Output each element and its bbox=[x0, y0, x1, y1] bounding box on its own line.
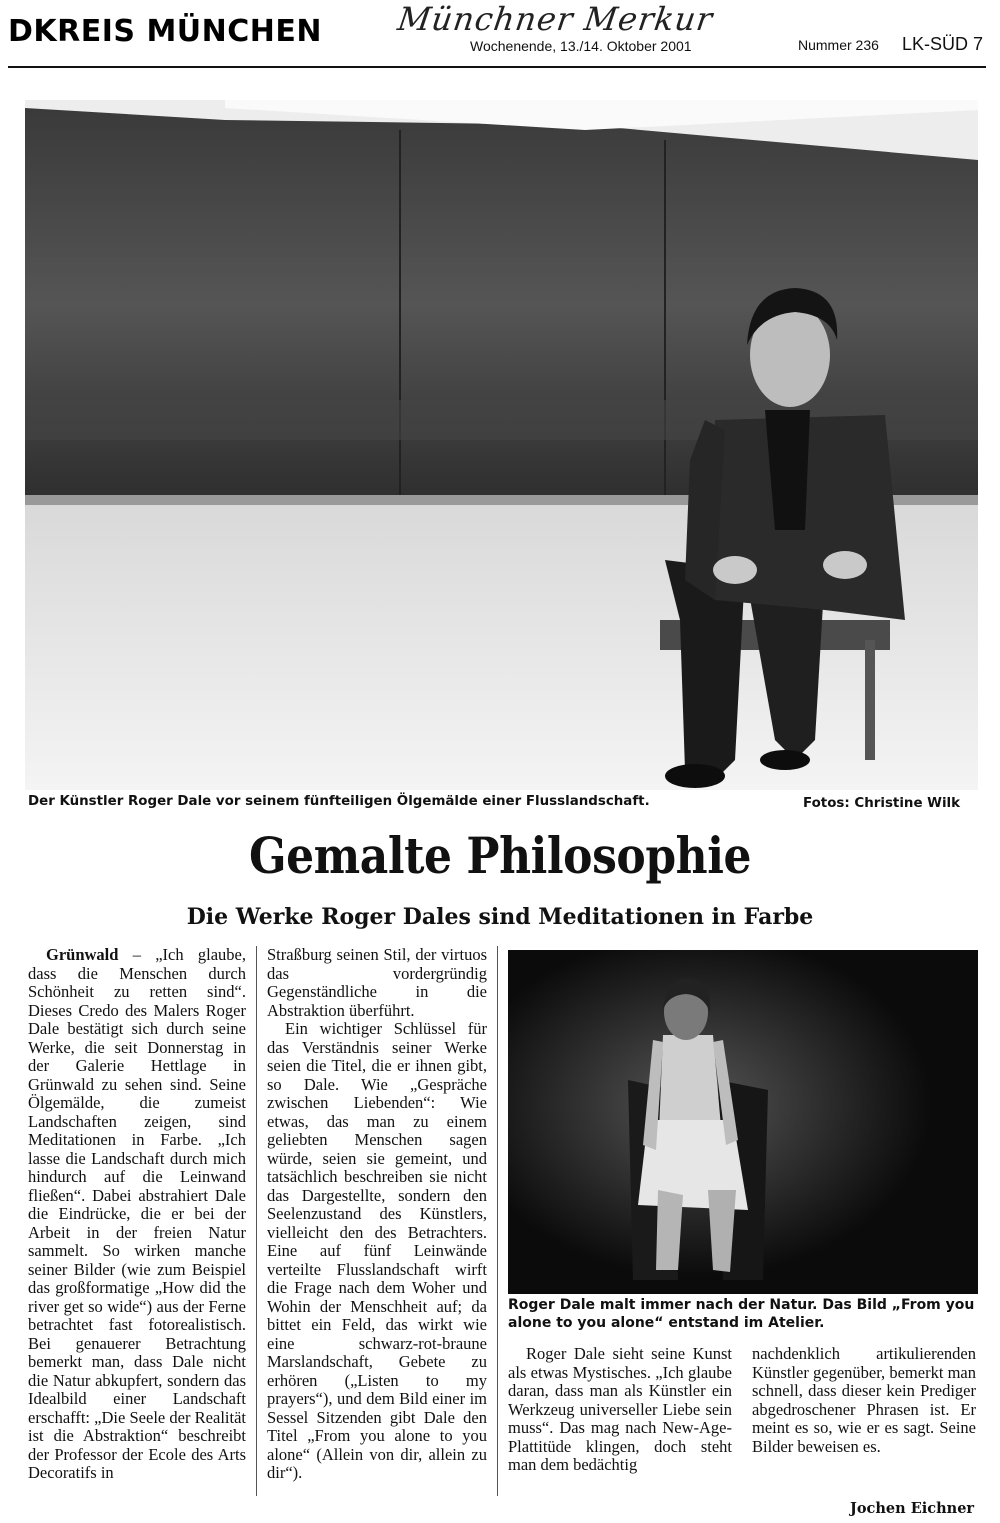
article-column-2 bbox=[267, 946, 487, 1483]
paragraph: Straßburg seinen Stil, der virtuos das vordergründig Gegenständliche in die Abstraktion überführt. bbox=[267, 945, 487, 1020]
column-divider bbox=[256, 946, 257, 1496]
main-photo bbox=[25, 100, 978, 790]
article-author: Jochen Eichner bbox=[850, 1500, 975, 1517]
column-divider bbox=[497, 946, 498, 1496]
paragraph-text: – „Ich glaube, dass die Menschen durch Schönheit zu retten sind“. Dieses Credo des Malers Roger Dale bestätigt sich durch seine Werke, die seit Donnerstag in der Galerie Hettlage in Grünwald zu sehen sind. Seine Ölgemälde, die zumeist Landschaften zeigen, sind Meditationen in Farbe. „Ich lasse die Landschaft durch mich hindurch auf die Leinwand fließen“. Dabei abstrahiert Dale die Eindrücke, die er bei der Arbeit in der freien Natur sammelt. So wirken manche seiner Bilder (wie zum Beispiel das großformatige „How did the river get so wide“) aus der Ferne betrachtet fast fotorealistisch. Bei genauerer Betrachtung bemerkt man, dass Dale nicht die Natur abkupfert, sondern das Idealbild einer Landschaft erschafft: „Die Seele der Realität ist die Abstraktion“ beschreibt der Professor der Ecole des Arts Decoratifs in bbox=[28, 945, 246, 1482]
newspaper-masthead: Münchner Merkur bbox=[395, 0, 716, 38]
second-photo-caption: Roger Dale malt immer nach der Natur. Das Bild „From you alone to you alone“ entstand im Atelier. bbox=[508, 1297, 975, 1331]
article-headline: Gemalte Philosophie bbox=[248, 826, 752, 885]
dateline: Grünwald bbox=[46, 945, 119, 964]
issue-date: Wochenende, 13./14. Oktober 2001 bbox=[470, 38, 692, 54]
photo-credit: Fotos: Christine Wilk bbox=[803, 796, 961, 811]
article-column-1 bbox=[28, 946, 246, 1483]
main-photo-caption: Der Künstler Roger Dale vor seinem fünfteiligen Ölgemälde einer Flusslandschaft. bbox=[28, 794, 650, 809]
paragraph: Ein wichtiger Schlüssel für das Verständnis seiner Werke seien die Titel, die er ihnen gibt, so Dale. Wie „Gespräche zwischen Liebenden“: Wie etwas, das man zu einem geliebten Menschen sagen würde, seien sie gemeint, und tatsächlich beschreiben sie nicht das Dargestellte, sondern den Seelenzustand des Künstlers, vielleicht den des Betrachters. Eine auf fünf Leinwände verteilte Flusslandschaft wirft die Frage nach dem Woher und Wohin der Menschheit auf; da bittet ein Feld, das wirkt wie eine schwarz-rot-braune Marslandschaft, Gebete zu erhören („Listen to my prayers“), und dem Bild einer im Sessel Sitzenden gibt Dale den Titel „From you alone to you alone“ (Allein von dir, allein zu dir“). bbox=[267, 1019, 487, 1482]
section-title: DKREIS MÜNCHEN bbox=[8, 14, 323, 49]
paragraph: nachdenklich artikulierenden Künstler gegenüber, bemerkt man schnell, dass dieser kein Prediger abgedroschener Phrasen ist. Er meint es so, wie er es sagt. Seine Bilder beweisen es. bbox=[752, 1344, 976, 1456]
page-label: LK-SÜD 7 bbox=[902, 34, 984, 54]
article-subheadline: Die Werke Roger Dales sind Meditationen in Farbe bbox=[186, 904, 814, 930]
paragraph bbox=[28, 946, 246, 1483]
issue-number: Nummer 236 bbox=[798, 37, 879, 53]
paragraph: Roger Dale sieht seine Kunst als etwas Mystisches. „Ich glaube daran, dass man als Künstler ein Werkzeug universeller Liebe sein muss“. Das mag nach New-Age-Plattitüde klingen, doch steht man dem bedächtig bbox=[508, 1344, 732, 1474]
article-column-4 bbox=[752, 1345, 976, 1456]
article-column-3 bbox=[508, 1345, 732, 1475]
header-rule bbox=[8, 66, 986, 68]
second-photo bbox=[508, 950, 978, 1294]
